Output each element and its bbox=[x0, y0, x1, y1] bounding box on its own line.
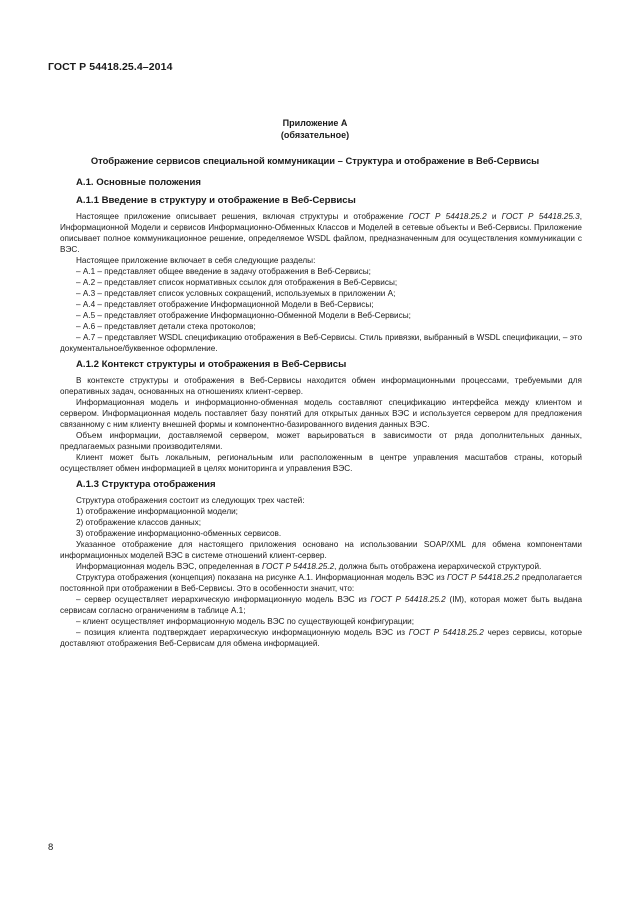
section-a12-heading: А.1.2 Контекст структуры и отображения в Веб-Сервисы bbox=[76, 359, 347, 370]
standard-reference: ГОСТ Р 54418.25.2 bbox=[370, 595, 446, 604]
appendix-title: Приложение А bbox=[282, 118, 348, 128]
text-run: и bbox=[486, 212, 502, 221]
appendix-subtitle: (обязательное) bbox=[280, 130, 350, 140]
text-run: , должна быть отображена иерархической структурой. bbox=[334, 562, 542, 571]
standard-reference: ГОСТ Р 54418.25.2 bbox=[408, 628, 484, 637]
text-run: через сервисы, которые доставляют отображения Веб-Сервисам для обмена информацией. bbox=[60, 628, 583, 648]
list-item: – А.2 – представляет список нормативных ссылок для отображения в Веб-Сервисы; bbox=[76, 278, 398, 287]
paragraph: Клиент может быть локальным, региональным или расположенным в центре управления масштабов страны, который осуществляет обмен информацией в целях мониторинга и управления ВЭС. bbox=[60, 453, 582, 473]
list-item: – А.4 – представляет отображение Информационной Модели в Веб-Сервисы; bbox=[76, 300, 374, 309]
list-item: – А.6 – представляет детали стека протоколов; bbox=[76, 322, 256, 331]
standard-reference: ГОСТ Р 54418.25.2 bbox=[261, 562, 335, 571]
appendix-heading bbox=[0, 117, 630, 141]
paragraph bbox=[60, 211, 582, 255]
text-run: Настоящее приложение описывает решения, включая структуры и отображение bbox=[76, 212, 409, 221]
section-a1-heading: А.1. Основные положения bbox=[76, 177, 202, 188]
paragraph: Настоящее приложение включает в себя следующие разделы: bbox=[76, 256, 316, 265]
paragraph: Информационная модель и информационно-обменная модель составляют спецификацию интерфейса между клиентом и сервером. Информационная модель поставляет базу понятий для открытых данных ВЭС и используется сервером для предложения связанному с ним клиенту внешней формы и компонентно-базированного видения данных ВЭС. bbox=[60, 398, 582, 429]
text-run: , Информационной Модели и сервисов Информационно-Обменных Классов и Моделей в сетевые объекты и Веб-Сервисы. Приложение описывает полное коммуникационное решение, определяемое WSDL файлом, предназначенным для осуществления коммуникации с ВЭС. bbox=[60, 212, 582, 254]
section-a13-heading: А.1.3 Структура отображения bbox=[76, 479, 216, 490]
paragraph: Объем информации, доставляемой сервером, может варьироваться в зависимости от ряда дополнительных данных, предлагаемых разными производителями. bbox=[60, 431, 582, 451]
page-number: 8 bbox=[48, 842, 54, 853]
paragraph bbox=[60, 572, 582, 594]
list-item: 1) отображение информационной модели; bbox=[76, 507, 238, 516]
standard-reference: ГОСТ Р 54418.25.2 bbox=[447, 573, 520, 582]
standard-reference: ГОСТ Р 54418.25.3 bbox=[501, 212, 580, 221]
document-body bbox=[60, 176, 582, 649]
text-run: предполагается постоянной при отображении в Веб-Сервисы. Это в особенности значит, что: bbox=[60, 573, 582, 593]
text-run: Структура отображения (концепция) показана на рисунке А.1. Информационная модель ВЭС из bbox=[76, 573, 448, 582]
text-run: Информационная модель ВЭС, определенная в bbox=[76, 562, 262, 571]
list-item bbox=[60, 627, 582, 649]
text-run: – сервер осуществляет иерархическую информационную модель ВЭС из bbox=[76, 595, 371, 604]
list-item: – клиент осуществляет информационную модель ВЭС по существующей конфигурации; bbox=[76, 617, 415, 626]
paragraph: В контексте структуры и отображения в Веб-Сервисы находится обмен информационными процессами, требуемыми для оперативных задач, основанных на отношениях клиент-сервер. bbox=[60, 376, 582, 396]
text-run: (IM), которая может быть выдана сервисам согласно ограничениям в таблице А.1; bbox=[60, 595, 583, 615]
list-item: – А.5 – представляет отображение Информационно-Обменной Модели в Веб-Сервисы; bbox=[76, 311, 411, 320]
list-item: – А.3 – представляет список условных сокращений, используемых в приложении А; bbox=[76, 289, 396, 298]
main-title: Отображение сервисов специальной коммуникации – Структура и отображение в Веб-Сервисы bbox=[90, 155, 540, 166]
list-item: 2) отображение классов данных; bbox=[76, 518, 201, 527]
list-item bbox=[60, 594, 582, 616]
list-item: – А.1 – представляет общее введение в задачу отображения в Веб-Сервисы; bbox=[76, 267, 371, 276]
paragraph: Указанное отображение для настоящего приложения основано на использовании SOAP/XML для обмена компонентами информационных моделей ВЭС в системе отношений клиент-сервер. bbox=[60, 540, 582, 560]
list-item: 3) отображение информационно-обменных сервисов. bbox=[76, 529, 282, 538]
section-a11-heading: А.1.1 Введение в структуру и отображение в Веб-Сервисы bbox=[76, 195, 356, 206]
paragraph bbox=[60, 561, 582, 572]
paragraph: Структура отображения состоит из следующих трех частей: bbox=[76, 496, 305, 505]
list-item: – А.7 – представляет WSDL спецификацию отображения в Веб-Сервисы. Стиль привязки, выбранный в WSDL спецификации, – это документальное/буквенное оформление. bbox=[60, 333, 582, 353]
standard-header: ГОСТ Р 54418.25.4–2014 bbox=[48, 61, 173, 73]
standard-reference: ГОСТ Р 54418.25.2 bbox=[408, 212, 487, 221]
text-run: – позиция клиента подтверждает иерархическую информационную модель ВЭС из bbox=[76, 628, 409, 637]
